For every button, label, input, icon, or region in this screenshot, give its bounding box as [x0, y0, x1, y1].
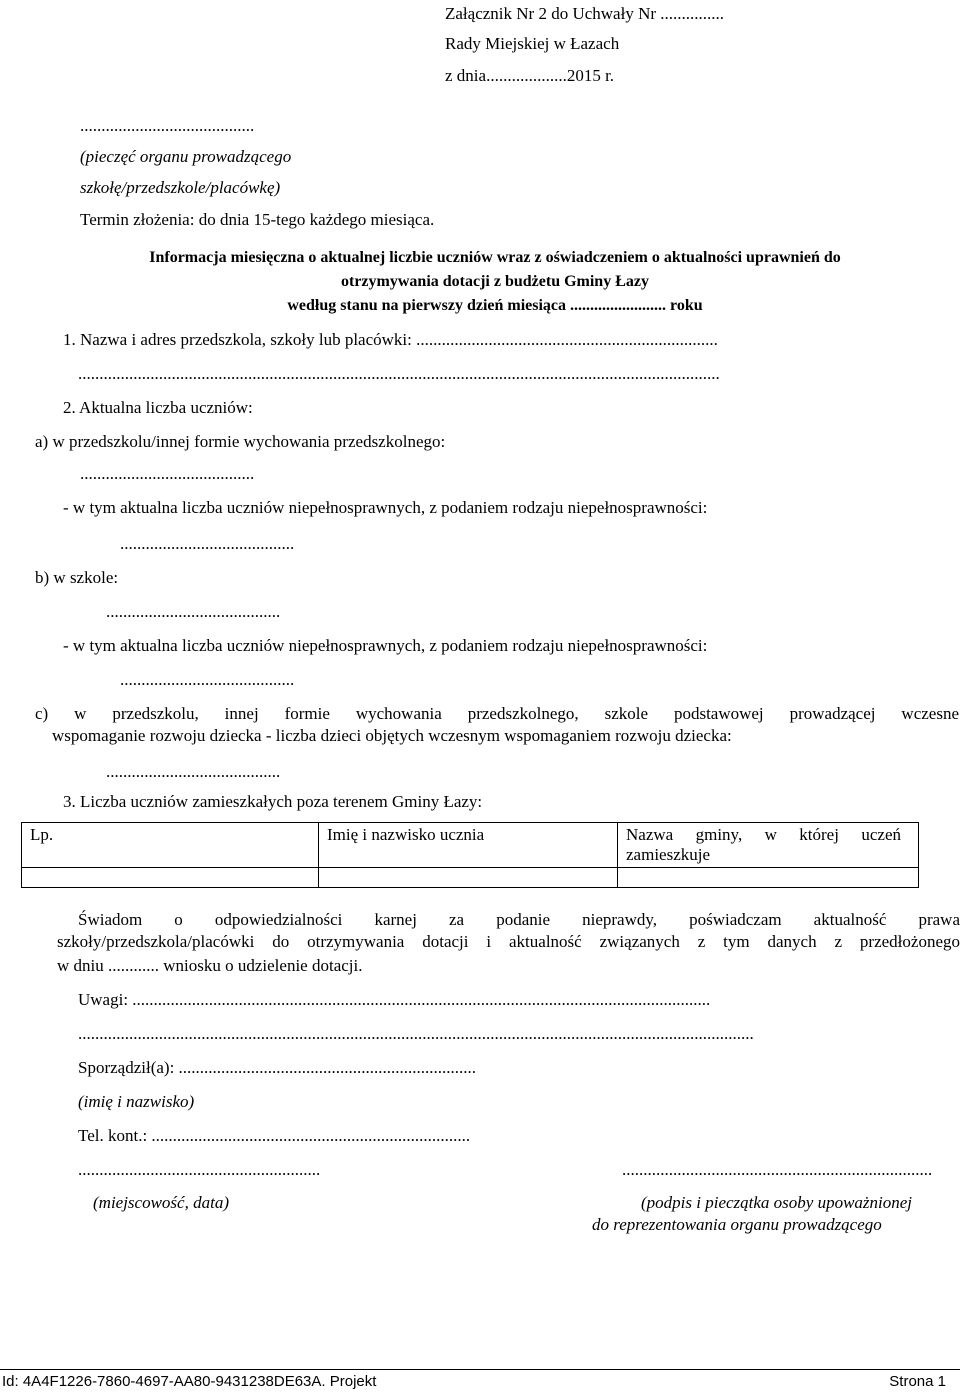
section2b-label: b) w szkole:: [35, 568, 119, 587]
council-name: Rady Miejskiej w Łazach: [445, 34, 620, 53]
section2a-dots: .........................................: [80, 464, 255, 483]
annex-title: Załącznik Nr 2 do Uchwały Nr ...............: [445, 4, 725, 23]
remarks-dots: ...............................................................................................................................................................: [78, 1024, 754, 1043]
section2c-dots: .........................................: [106, 762, 281, 781]
table-cell: [618, 868, 919, 888]
table-header-row: [22, 823, 919, 868]
form-title-line3: według stanu na pierwszy dzień miesiąca ........................ roku: [287, 297, 703, 314]
col-header-municipality-line2: zamieszkuje: [626, 845, 711, 864]
declaration-line2: szkoły/przedszkola/placówki do otrzymywania dotacji i aktualność związanych z tym danych z przedłożonego: [57, 932, 960, 951]
resolution-date: z dnia...................2015 r.: [445, 66, 615, 85]
declaration-line3: w dniu ............ wniosku o udzielenie dotacji.: [57, 956, 363, 975]
section2c-line2: wspomaganie rozwoju dziecka - liczba dzieci objętych wczesnym wspomaganiem rozwoju dziecka:: [52, 726, 732, 745]
stamp-caption-line1: (pieczęć organu prowadzącego: [80, 147, 292, 166]
table-row: [22, 868, 919, 888]
signature-dots: .........................................................................: [622, 1160, 933, 1179]
col-header-municipality-line1: Nazwa gminy, w której uczeń: [626, 825, 901, 844]
form-title-line2: otrzymywania dotacji z budżetu Gminy Łazy: [341, 273, 649, 290]
section2a-disabled-dots: .........................................: [120, 534, 295, 553]
table-cell: [319, 868, 618, 888]
signature-caption-line2: do reprezentowania organu prowadzącego: [592, 1215, 882, 1234]
col-header-name: Imię i nazwisko ucznia: [319, 823, 618, 868]
section1-label: 1. Nazwa i adres przedszkola, szkoły lub placówki: .......................................................................: [63, 330, 718, 349]
prepared-by-label: Sporządził(a): ......................................................................: [78, 1058, 477, 1077]
contact-phone: Tel. kont.: ...........................................................................: [78, 1126, 471, 1145]
stamp-dots: .........................................: [80, 116, 255, 135]
signature-caption-line1: (podpis i pieczątka osoby upoważnionej: [641, 1193, 913, 1212]
remarks-label: Uwagi: ........................................................................................................................................: [78, 990, 711, 1009]
section2c-line1: c) w przedszkolu, innej formie wychowania przedszkolnego, szkole podstawowej prowadzącej wczesne: [35, 704, 959, 723]
declaration-line1: Świadom o odpowiedzialności karnej za podanie nieprawdy, poświadczam aktualność prawa: [78, 910, 960, 929]
submission-deadline: Termin złożenia: do dnia 15-tego każdego miesiąca.: [80, 210, 435, 229]
col-header-municipality: [618, 823, 919, 868]
section2b-disabled-dots: .........................................: [120, 670, 295, 689]
place-date-caption: (miejscowość, data): [93, 1193, 229, 1212]
table-cell: [22, 868, 319, 888]
footer-divider: [0, 1369, 960, 1370]
section2a-disabled-label: - w tym aktualna liczba uczniów niepełnosprawnych, z podaniem rodzaju niepełnosprawności:: [63, 498, 708, 517]
form-title-line1: Informacja miesięczna o aktualnej liczbie uczniów wraz z oświadczeniem o aktualności uprawnień do: [149, 249, 841, 266]
place-date-dots: .........................................................: [78, 1160, 321, 1179]
prepared-by-note: (imię i nazwisko): [78, 1092, 195, 1111]
section2b-dots: .........................................: [106, 602, 281, 621]
section3-label: 3. Liczba uczniów zamieszkałych poza terenem Gminy Łazy:: [63, 792, 483, 811]
page-number: Strona 1: [889, 1373, 946, 1390]
col-header-lp: Lp.: [22, 823, 319, 868]
section1-dots: .......................................................................................................................................................: [78, 364, 720, 383]
stamp-caption-line2: szkołę/przedszkole/placówkę): [80, 178, 281, 197]
section2b-disabled-label: - w tym aktualna liczba uczniów niepełnosprawnych, z podaniem rodzaju niepełnosprawności:: [63, 636, 708, 655]
students-table: [21, 822, 919, 888]
document-id: Id: 4A4F1226-7860-4697-AA80-9431238DE63A. Projekt: [2, 1373, 377, 1390]
section2a-label: a) w przedszkolu/innej formie wychowania przedszkolnego:: [35, 432, 446, 451]
section2-label: 2. Aktualna liczba uczniów:: [63, 398, 253, 417]
